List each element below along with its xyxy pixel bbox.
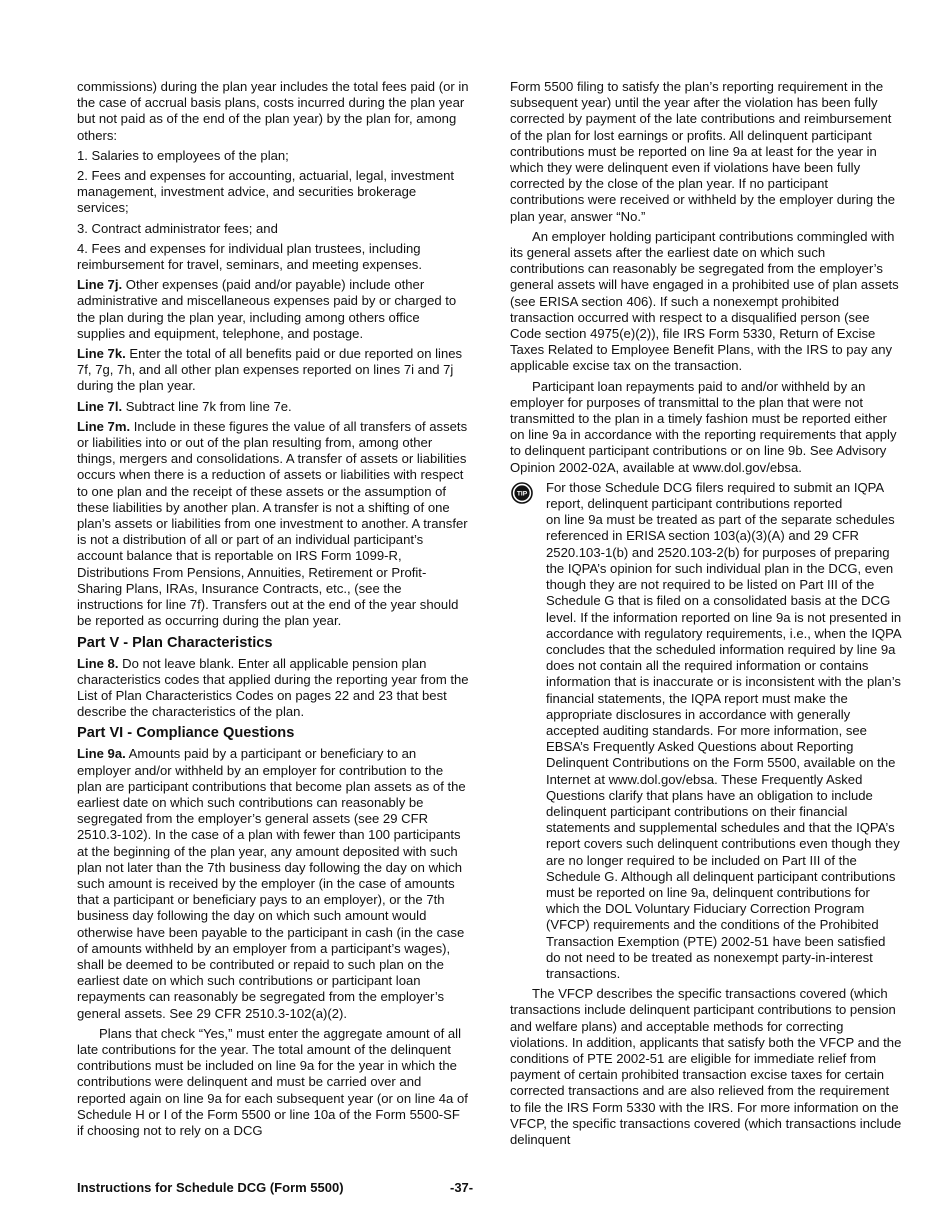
list-item-4: 4. Fees and expenses for individual plan trustees, including reimbursement for travel, seminars, and meeting expenses. (77, 240, 422, 273)
line-7j-label: Line 7j. (77, 277, 123, 293)
line-7k-paragraph (77, 346, 469, 395)
line-7k-text: Enter the total of all benefits paid or due reported on lines 7f, 7g, 7h, and all other plan expenses reported on lines 7i and 7j during the plan year. (77, 346, 463, 394)
line-7m-text: Include in these figures the value of all transfers of assets or liabilities into or out of the plan resulting from, among other things, mergers and consolidations. A transfer of assets or liabilities occurs when there is a reduction of assets or liabilities with respect to one plan and the receipt of these assets or the assumption of these liabilities by another plan. A transfer is not a shifting of one plan’s assets or liabilities from one investment to another. A transfer is not a distribution of all or part of an individual participant’s account balance that is reportable on IRS Form 1099-R, Distributions From Pensions, Annuities, Retirement or Profit-Sharing Plans, IRAs, Insurance Contracts, etc., (see the instructions for line 7f). Transfers out at the end of the year should be reported as occurring during the plan year. (77, 418, 468, 629)
tip-body: on line 9a must be treated as part of the separate schedules referenced in ERISA section 103(a)(3)(A) and 29 CFR 2520.103-1(b) and 2520.103-2(b) for purposes of preparing the IQPA’s opinion for such individual plan in the DCG, even though they are not required to be listed on Part III of the Schedule G that is filed on a consolidated basis at the DCG level. If the information reported on line 9a is not presented in accordance with regulatory requirements, i.e., when the IQPA concludes that the scheduled information required by line 9a does not contain all the required information or contains information that is inaccurate or is inconsistent with the plan’s financial statements, the IQPA report must make the appropriate disclosures in accordance with generally accepted auditing standards. For more information, see EBSA’s Frequently Asked Questions about Reporting Delinquent Contributions on the Form 5500, available on the Internet at www.dol.gov/ebsa. These Frequently Asked Questions clarify that plans have an obligation to include delinquent participant contributions on their financial statements and supplemental schedules and that the IQPA’s report covers such delinquent contributions even though they are no longer required to be included on Part III of the Schedule G. Although all delinquent participant contributions must be reported on line 9a, delinquent contributions for which the DOL Voluntary Fiduciary Correction Program (VFCP) requirements and the conditions of the Prohibited Transaction Exemption (PTE) 2002-51 have been satisfied do not need to be treated as nonexempt party-in-interest transactions. (546, 512, 902, 981)
tip-icon (511, 482, 533, 504)
page-number: -37- (450, 1180, 474, 1195)
tip-callout (510, 480, 902, 982)
employer-paragraph: An employer holding participant contributions commingled with its general assets after the earliest date on which such contributions can reasonably be segregated from the employer’s general assets will have engaged in a prohibited use of plan assets (see ERISA section 406). If such a nonexempt prohibited transaction occurred with respect to a disqualified person (see Code section 4975(e)(2)), file IRS Form 5330, Return of Excise Taxes Related to Employee Benefit Plans, with the IRS to pay any applicable excise tax on the transaction. (510, 228, 899, 374)
right-column (510, 79, 902, 1152)
line-8-paragraph (77, 656, 469, 721)
loan-repayments-paragraph: Participant loan repayments paid to and/or withheld by an employer for purposes of transmittal to the plan that were not transmitted to the plan in a timely fashion must be reported either on line 9a in accordance with the reporting requirements that apply to delinquent participant contributions or on line 9b. See Advisory Opinion 2002-02A, available at www.dol.gov/ebsa. (510, 378, 897, 475)
list-item-2: 2. Fees and expenses for accounting, actuarial, legal, investment management, investment advice, and securities brokerage services; (77, 168, 455, 216)
line-9a-text: Amounts paid by a participant or beneficiary to an employer and/or withheld by an employer for contribution to the plan are participant contributions that become plan assets as of the earliest date on which such contributions can reasonably be segregated from the employer’s general assets (see 29 CFR 2510.3-102). In the case of a plan with fewer than 100 participants at the beginning of the plan year, any amount deposited with such plan not later than the 7th business day following the day on which such amount is received by the employer (in the case of amounts that a participant or beneficiary pays to an employer), or the 7th business day following the day on which such amount would otherwise have been payable to the participant in cash (in the case of amounts withheld by an employer from a participant’s wages), shall be deemed to be contributed or repaid to such plan on the earliest date on which such contributions or participant loan repayments can reasonably be segregated from the employer’s general assets. See 29 CFR 2510.3-102(a)(2). (77, 746, 466, 1021)
vfcp-paragraph: The VFCP describes the specific transactions covered (which transactions include delinquent participant contributions to pension and welfare plans) and acceptable methods for correcting violations. In addition, applicants that satisfy both the VFCP and the conditions of PTE 2002-51 are eligible for immediate relief from payment of certain prohibited transaction excise taxes for certain corrected transactions and are also relieved from the requirement to file the IRS Form 5330 with the IRS. For more information on the VFCP, the specific transactions covered (which transactions include delinquent (510, 986, 902, 1147)
tip-icon-label: TIP (516, 490, 528, 498)
line-7l-text: Subtract line 7k from line 7e. (122, 398, 292, 414)
page-footer (77, 1180, 877, 1196)
line-7j-paragraph (77, 277, 469, 342)
line-7m-paragraph (77, 419, 469, 630)
continuation-paragraph: Form 5500 filing to satisfy the plan’s reporting requirement in the subsequent year) until the year after the violation has been fully corrected by payment of the late contributions and reimbursement of the plan for lost earnings or profits. All delinquent participant contributions must be reported on line 9a at least for the year in which they were delinquent even if violations have been fully corrected by the close of the plan year. If no participant contributions were received or withheld by the employer during the plan year, answer “No.” (510, 79, 896, 224)
list-item-3: 3. Contract administrator fees; and (77, 220, 278, 236)
line-9a-label: Line 9a. (77, 746, 126, 762)
line-7j-text: Other expenses (paid and/or payable) include other administrative and miscellaneous expenses paid by or charged to the plan during the plan year, including among others office supplies and equipment, telephone, and postage. (77, 277, 457, 341)
part-6-heading: Part VI - Compliance Questions (77, 725, 295, 742)
line-7k-label: Line 7k. (77, 346, 126, 362)
list-item-1: 1. Salaries to employees of the plan; (77, 147, 289, 163)
line-8-label: Line 8. (77, 655, 119, 671)
line-7l-label: Line 7l. (77, 398, 123, 414)
line-9a-paragraph (77, 746, 469, 1021)
plans-check-paragraph: Plans that check “Yes,” must enter the aggregate amount of all late contributions for the year. The total amount of the delinquent contributions must be included on line 9a for the year in which the contributions were delinquent and must be carried over and reported again on line 9a for each subsequent year (or on line 4a of Schedule H or I of the Form 5500 or line 10a of the Form 5500-SF if choosing not to rely on a DCG (77, 1025, 468, 1138)
footer-title: Instructions for Schedule DCG (Form 5500) (77, 1180, 344, 1195)
line-7m-label: Line 7m. (77, 418, 131, 434)
intro-paragraph: commissions) during the plan year includes the total fees paid (or in the case of accrual basis plans, costs incurred during the plan year but not paid as of the end of the plan year) by the plan for, among others: (77, 79, 469, 143)
left-column (77, 79, 469, 1143)
tip-first-line: For those Schedule DCG filers required to submit an IQPA report, delinquent participant contributions reported (546, 479, 884, 512)
line-7l-paragraph (77, 399, 469, 415)
line-8-text: Do not leave blank. Enter all applicable pension plan characteristics codes that applied during the reporting year from the List of Plan Characteristics Codes on pages 22 and 23 that best describe the characteristics of the plan. (77, 655, 469, 720)
part-5-heading: Part V - Plan Characteristics (77, 634, 273, 651)
